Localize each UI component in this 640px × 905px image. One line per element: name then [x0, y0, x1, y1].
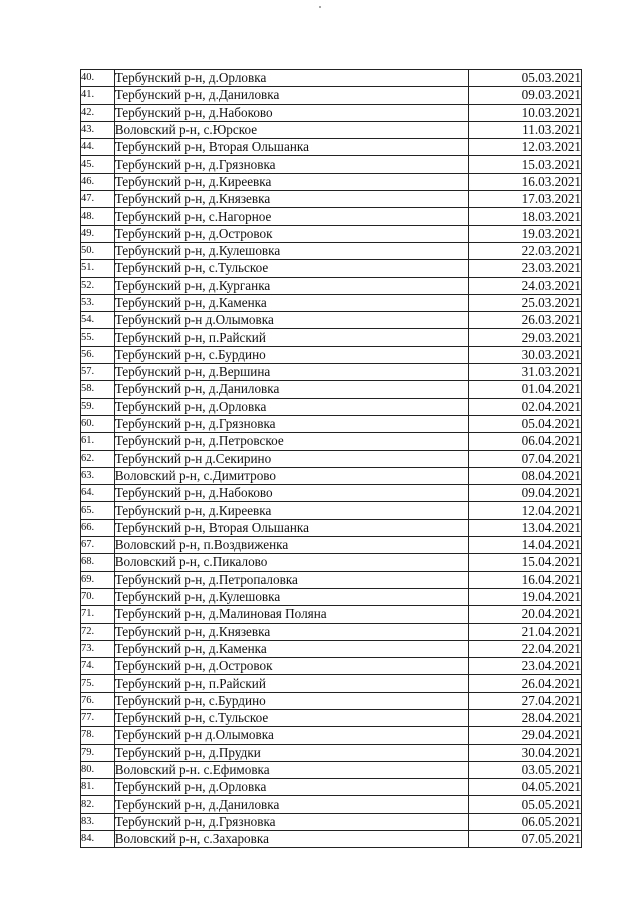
row-number-cell: 50.	[81, 242, 115, 259]
row-number-cell: 61.	[81, 433, 115, 450]
table-row	[81, 831, 582, 848]
location-cell: Тербунский р-н, д.Каменка	[114, 640, 468, 657]
date-cell: 05.05.2021	[468, 796, 582, 813]
date-cell: 23.04.2021	[468, 658, 582, 675]
date-cell: 04.05.2021	[468, 779, 582, 796]
date-cell: 19.03.2021	[468, 225, 582, 242]
date-cell: 16.03.2021	[468, 173, 582, 190]
location-cell: Тербунский р-н, Вторая Ольшанка	[114, 519, 468, 536]
date-cell: 27.04.2021	[468, 692, 582, 709]
table-row	[81, 346, 582, 363]
location-cell: Тербунский р-н, д.Киреевка	[114, 173, 468, 190]
location-cell: Воловский р-н, с.Димитрово	[114, 467, 468, 484]
date-cell: 12.04.2021	[468, 502, 582, 519]
table-row	[81, 571, 582, 588]
row-number-cell: 58.	[81, 381, 115, 398]
row-number-cell: 72.	[81, 623, 115, 640]
row-number-cell: 53.	[81, 294, 115, 311]
location-cell: Тербунский р-н, п.Райский	[114, 675, 468, 692]
row-number-cell: 42.	[81, 104, 115, 121]
table-row	[81, 104, 582, 121]
location-cell: Тербунский р-н, д.Князевка	[114, 191, 468, 208]
date-cell: 22.03.2021	[468, 242, 582, 259]
table-row	[81, 312, 582, 329]
row-number-cell: 82.	[81, 796, 115, 813]
row-number-cell: 55.	[81, 329, 115, 346]
row-number-cell: 65.	[81, 502, 115, 519]
row-number-cell: 62.	[81, 450, 115, 467]
row-number-cell: 83.	[81, 813, 115, 830]
table-row	[81, 537, 582, 554]
schedule-table	[80, 69, 582, 848]
date-cell: 05.03.2021	[468, 70, 582, 87]
date-cell: 29.03.2021	[468, 329, 582, 346]
table-row	[81, 485, 582, 502]
location-cell: Воловский р-н, п.Воздвиженка	[114, 537, 468, 554]
date-cell: 01.04.2021	[468, 381, 582, 398]
table-row	[81, 260, 582, 277]
row-number-cell: 79.	[81, 744, 115, 761]
table-row	[81, 208, 582, 225]
location-cell: Тербунский р-н, д.Киреевка	[114, 502, 468, 519]
table-row	[81, 744, 582, 761]
location-cell: Тербунский р-н, с.Нагорное	[114, 208, 468, 225]
table-row	[81, 779, 582, 796]
location-cell: Тербунский р-н, д.Островок	[114, 658, 468, 675]
date-cell: 26.04.2021	[468, 675, 582, 692]
scan-speck	[319, 6, 321, 8]
date-cell: 20.04.2021	[468, 606, 582, 623]
table-row	[81, 242, 582, 259]
location-cell: Тербунский р-н, д.Вершина	[114, 364, 468, 381]
date-cell: 31.03.2021	[468, 364, 582, 381]
date-cell: 03.05.2021	[468, 761, 582, 778]
table-row	[81, 225, 582, 242]
date-cell: 11.03.2021	[468, 121, 582, 138]
date-cell: 14.04.2021	[468, 537, 582, 554]
row-number-cell: 56.	[81, 346, 115, 363]
table-row	[81, 658, 582, 675]
table-row	[81, 415, 582, 432]
location-cell: Тербунский р-н, Вторая Ольшанка	[114, 139, 468, 156]
date-cell: 09.04.2021	[468, 485, 582, 502]
row-number-cell: 49.	[81, 225, 115, 242]
row-number-cell: 57.	[81, 364, 115, 381]
row-number-cell: 44.	[81, 139, 115, 156]
table-row	[81, 450, 582, 467]
table-row	[81, 87, 582, 104]
location-cell: Тербунский р-н, с.Тульское	[114, 709, 468, 726]
table-row	[81, 675, 582, 692]
date-cell: 16.04.2021	[468, 571, 582, 588]
row-number-cell: 41.	[81, 87, 115, 104]
location-cell: Воловский р-н, с.Юрское	[114, 121, 468, 138]
location-cell: Тербунский р-н д.Олымовка	[114, 312, 468, 329]
row-number-cell: 74.	[81, 658, 115, 675]
row-number-cell: 69.	[81, 571, 115, 588]
date-cell: 26.03.2021	[468, 312, 582, 329]
date-cell: 06.04.2021	[468, 433, 582, 450]
location-cell: Тербунский р-н, д.Даниловка	[114, 87, 468, 104]
table-row	[81, 156, 582, 173]
table-row	[81, 796, 582, 813]
row-number-cell: 48.	[81, 208, 115, 225]
row-number-cell: 81.	[81, 779, 115, 796]
date-cell: 25.03.2021	[468, 294, 582, 311]
row-number-cell: 71.	[81, 606, 115, 623]
location-cell: Тербунский р-н, д.Набоково	[114, 104, 468, 121]
location-cell: Тербунский р-н, с.Бурдино	[114, 692, 468, 709]
row-number-cell: 43.	[81, 121, 115, 138]
row-number-cell: 66.	[81, 519, 115, 536]
location-cell: Воловский р-н. с.Ефимовка	[114, 761, 468, 778]
table-row	[81, 727, 582, 744]
date-cell: 22.04.2021	[468, 640, 582, 657]
table-row	[81, 294, 582, 311]
date-cell: 19.04.2021	[468, 588, 582, 605]
table-row	[81, 623, 582, 640]
location-cell: Тербунский р-н д.Олымовка	[114, 727, 468, 744]
location-cell: Тербунский р-н, д.Каменка	[114, 294, 468, 311]
location-cell: Воловский р-н, с.Захаровка	[114, 831, 468, 848]
date-cell: 15.03.2021	[468, 156, 582, 173]
row-number-cell: 52.	[81, 277, 115, 294]
date-cell: 24.03.2021	[468, 277, 582, 294]
date-cell: 08.04.2021	[468, 467, 582, 484]
table-row	[81, 554, 582, 571]
table-row	[81, 813, 582, 830]
row-number-cell: 80.	[81, 761, 115, 778]
location-cell: Тербунский р-н, д.Кулешовка	[114, 588, 468, 605]
row-number-cell: 67.	[81, 537, 115, 554]
location-cell: Тербунский р-н, д.Островок	[114, 225, 468, 242]
row-number-cell: 51.	[81, 260, 115, 277]
date-cell: 23.03.2021	[468, 260, 582, 277]
table-row	[81, 398, 582, 415]
location-cell: Тербунский р-н, д.Курганка	[114, 277, 468, 294]
table-row	[81, 381, 582, 398]
date-cell: 07.05.2021	[468, 831, 582, 848]
table-row	[81, 70, 582, 87]
row-number-cell: 60.	[81, 415, 115, 432]
table-row	[81, 588, 582, 605]
table-row	[81, 692, 582, 709]
row-number-cell: 77.	[81, 709, 115, 726]
location-cell: Тербунский р-н, д.Кулешовка	[114, 242, 468, 259]
table-row	[81, 640, 582, 657]
date-cell: 13.04.2021	[468, 519, 582, 536]
location-cell: Тербунский р-н, с.Бурдино	[114, 346, 468, 363]
table-row	[81, 502, 582, 519]
date-cell: 10.03.2021	[468, 104, 582, 121]
table-row	[81, 277, 582, 294]
row-number-cell: 68.	[81, 554, 115, 571]
location-cell: Тербунский р-н, д.Малиновая Поляна	[114, 606, 468, 623]
row-number-cell: 70.	[81, 588, 115, 605]
date-cell: 02.04.2021	[468, 398, 582, 415]
table-row	[81, 606, 582, 623]
location-cell: Тербунский р-н, д.Орловка	[114, 398, 468, 415]
row-number-cell: 63.	[81, 467, 115, 484]
table-row	[81, 364, 582, 381]
date-cell: 17.03.2021	[468, 191, 582, 208]
row-number-cell: 47.	[81, 191, 115, 208]
row-number-cell: 40.	[81, 70, 115, 87]
location-cell: Тербунский р-н, д.Грязновка	[114, 156, 468, 173]
date-cell: 30.03.2021	[468, 346, 582, 363]
date-cell: 29.04.2021	[468, 727, 582, 744]
date-cell: 28.04.2021	[468, 709, 582, 726]
location-cell: Тербунский р-н, д.Петропаловка	[114, 571, 468, 588]
table-row	[81, 761, 582, 778]
date-cell: 06.05.2021	[468, 813, 582, 830]
row-number-cell: 64.	[81, 485, 115, 502]
row-number-cell: 59.	[81, 398, 115, 415]
location-cell: Тербунский р-н, д.Орловка	[114, 70, 468, 87]
date-cell: 21.04.2021	[468, 623, 582, 640]
row-number-cell: 54.	[81, 312, 115, 329]
row-number-cell: 73.	[81, 640, 115, 657]
location-cell: Тербунский р-н д.Секирино	[114, 450, 468, 467]
date-cell: 18.03.2021	[468, 208, 582, 225]
date-cell: 12.03.2021	[468, 139, 582, 156]
row-number-cell: 78.	[81, 727, 115, 744]
location-cell: Тербунский р-н, д.Грязновка	[114, 415, 468, 432]
date-cell: 07.04.2021	[468, 450, 582, 467]
location-cell: Тербунский р-н, д.Прудки	[114, 744, 468, 761]
table-row	[81, 519, 582, 536]
location-cell: Тербунский р-н, д.Петровское	[114, 433, 468, 450]
table-row	[81, 173, 582, 190]
table-row	[81, 467, 582, 484]
row-number-cell: 45.	[81, 156, 115, 173]
location-cell: Воловский р-н, с.Пикалово	[114, 554, 468, 571]
location-cell: Тербунский р-н, д.Даниловка	[114, 381, 468, 398]
location-cell: Тербунский р-н, д.Грязновка	[114, 813, 468, 830]
location-cell: Тербунский р-н, д.Князевка	[114, 623, 468, 640]
date-cell: 15.04.2021	[468, 554, 582, 571]
location-cell: Тербунский р-н, д.Орловка	[114, 779, 468, 796]
row-number-cell: 84.	[81, 831, 115, 848]
date-cell: 30.04.2021	[468, 744, 582, 761]
schedule-table-body	[81, 70, 582, 848]
table-row	[81, 709, 582, 726]
location-cell: Тербунский р-н, д.Даниловка	[114, 796, 468, 813]
row-number-cell: 76.	[81, 692, 115, 709]
date-cell: 09.03.2021	[468, 87, 582, 104]
table-row	[81, 139, 582, 156]
table-row	[81, 191, 582, 208]
location-cell: Тербунский р-н, д.Набоково	[114, 485, 468, 502]
row-number-cell: 75.	[81, 675, 115, 692]
date-cell: 05.04.2021	[468, 415, 582, 432]
table-row	[81, 121, 582, 138]
location-cell: Тербунский р-н, с.Тульское	[114, 260, 468, 277]
table-row	[81, 329, 582, 346]
location-cell: Тербунский р-н, п.Райский	[114, 329, 468, 346]
row-number-cell: 46.	[81, 173, 115, 190]
table-row	[81, 433, 582, 450]
